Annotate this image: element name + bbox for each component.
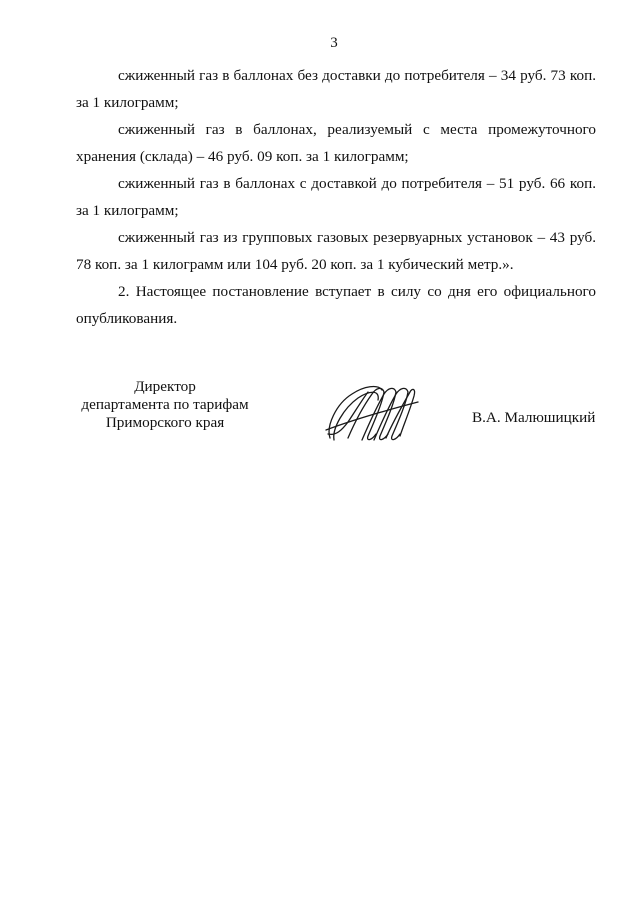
signer-name: В.А. Малюшицкий (472, 409, 596, 426)
signer-position (70, 378, 260, 432)
paragraph-price-no-delivery: сжиженный газ в баллонах без доставки до потребителя – 34 руб. 73 коп. за 1 килограмм; (76, 67, 596, 111)
paragraph-price-delivery: сжиженный газ в баллонах с доставкой до потребителя – 51 руб. 66 коп. за 1 килограмм; (76, 175, 596, 219)
position-line-1: Директор (134, 378, 196, 395)
paragraph-effective-date: 2. Настоящее постановление вступает в силу со дня его официального опубликования. (76, 283, 596, 327)
position-line-2: департамента по тарифам (81, 396, 249, 413)
position-line-3: Приморского края (105, 414, 225, 431)
signature-icon (322, 378, 422, 446)
paragraph-price-storage: сжиженный газ в баллонах, реализуемый с места промежуточного хранения (склада) – 46 руб. 09 коп. за 1 килограмм; (76, 121, 596, 165)
signature-block (0, 378, 640, 458)
paragraph-price-tank-installations: сжиженный газ из групповых газовых резервуарных установок – 43 руб. 78 коп. за 1 килограмм или 104 руб. 20 коп. за 1 кубический метр.». (76, 229, 596, 273)
page-number: 3 (330, 35, 338, 51)
document-body (76, 62, 596, 332)
